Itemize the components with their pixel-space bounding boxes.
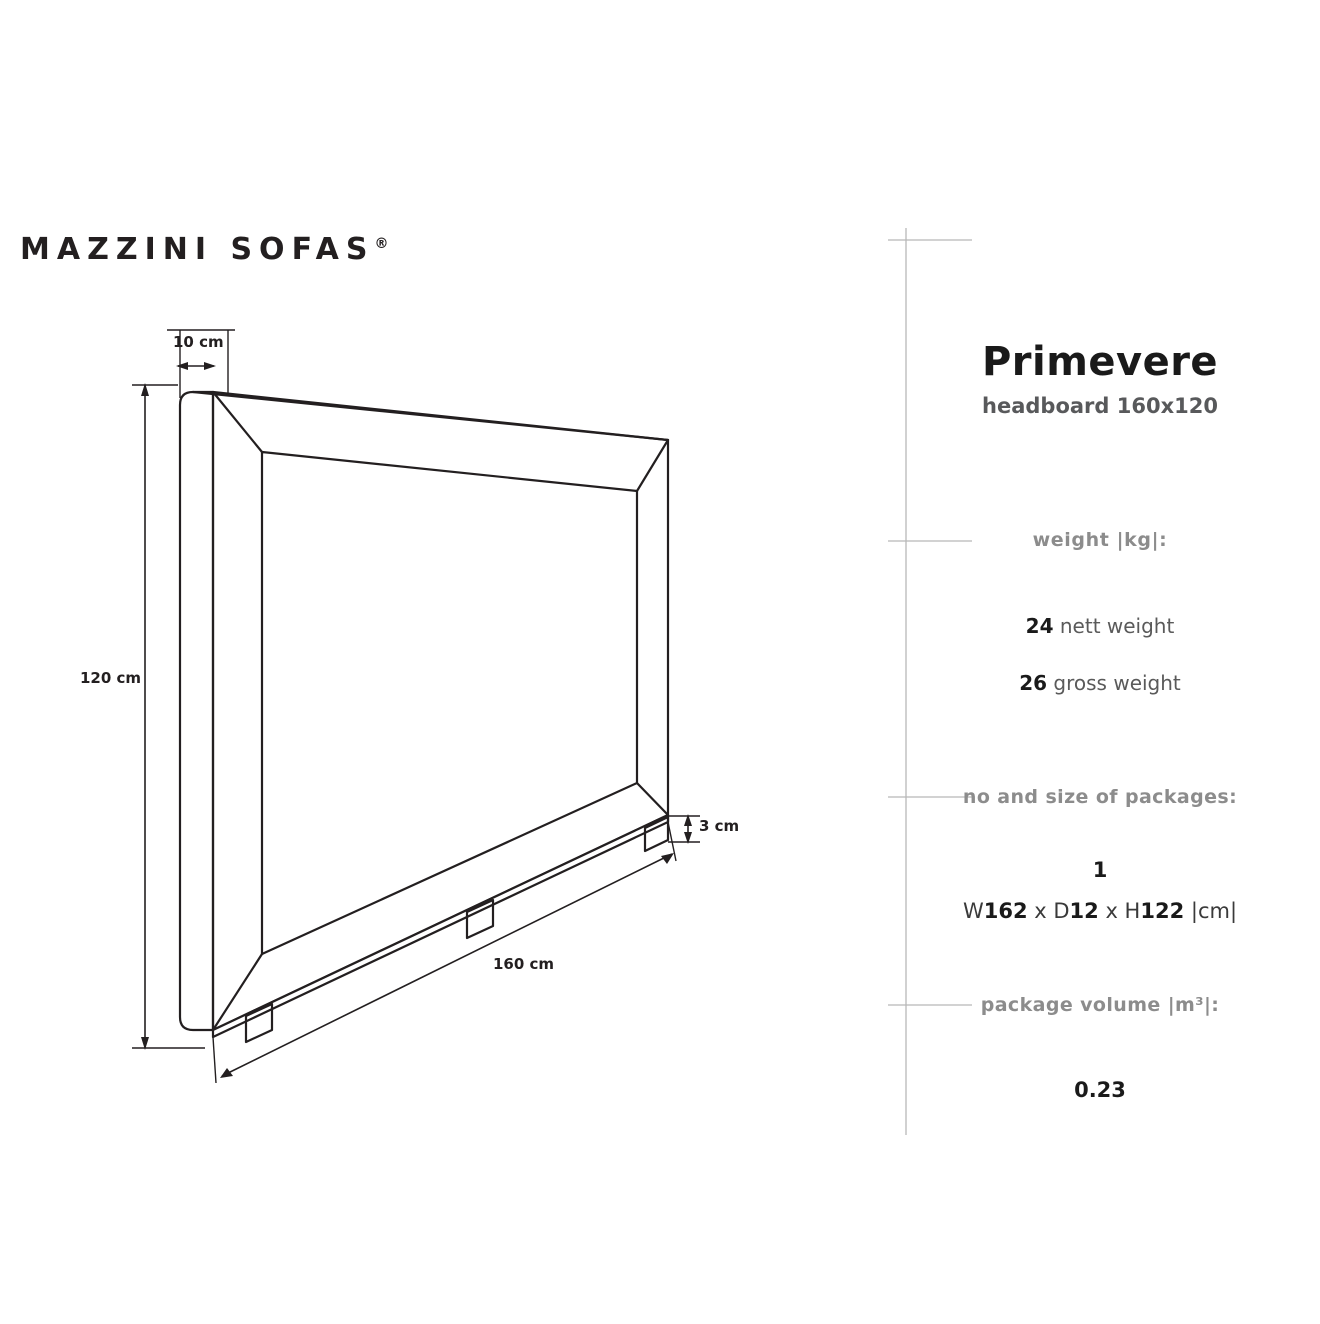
volume-heading: package volume |m³|: <box>980 994 1220 1016</box>
dimension-label-depth: 10 cm <box>173 333 224 351</box>
product-title: Primevere <box>981 339 1219 385</box>
nett-weight-row <box>880 614 1320 638</box>
bevel-line-bottom-right <box>637 783 668 815</box>
bevel-line-top-left <box>213 392 262 452</box>
headboard-inner-panel <box>262 452 637 954</box>
headboard-bottom-band <box>213 815 668 1037</box>
packages-count: 1 <box>1092 858 1108 882</box>
dimension-label-width: 160 cm <box>493 955 555 973</box>
weight-heading: weight |kg|: <box>1032 529 1168 551</box>
package-depth-value: 12 <box>1069 899 1099 923</box>
arrow-depth-right <box>204 362 216 370</box>
dim-line-width <box>222 854 672 1076</box>
package-dim-prefix: W <box>962 899 984 923</box>
package-dim-unit: |cm| <box>1184 899 1238 923</box>
package-dim-sep1: x D <box>1027 899 1070 923</box>
bevel-line-top-right <box>637 440 668 491</box>
arrow-width-left <box>220 1068 233 1078</box>
headboard-top-edge <box>193 392 668 440</box>
ext-line-width-left <box>213 1037 216 1083</box>
info-panel <box>880 0 1320 1320</box>
arrow-width-right <box>661 853 674 864</box>
gross-weight-value: 26 <box>1019 671 1048 695</box>
dimension-label-foot: 3 cm <box>699 817 740 835</box>
dimension-label-height: 120 cm <box>80 669 142 687</box>
nett-weight-value: 24 <box>1025 614 1054 638</box>
package-dimensions-row <box>880 899 1320 923</box>
panel-rules-svg <box>880 0 1320 1320</box>
headboard-left-depth-face <box>180 392 213 1030</box>
product-subtitle: headboard 160x120 <box>982 394 1218 418</box>
volume-value: 0.23 <box>1074 1078 1126 1102</box>
arrow-depth-left <box>176 362 188 370</box>
nett-weight-label: nett weight <box>1053 614 1175 638</box>
package-height-value: 122 <box>1140 899 1185 923</box>
brand-trademark-icon: ® <box>374 236 389 252</box>
package-dim-sep2: x H <box>1098 899 1141 923</box>
package-width-value: 162 <box>983 899 1028 923</box>
gross-weight-label: gross weight <box>1047 671 1181 695</box>
brand-name: MAZZINI SOFAS <box>20 232 375 267</box>
gross-weight-row <box>880 671 1320 695</box>
packages-heading: no and size of packages: <box>962 786 1238 808</box>
